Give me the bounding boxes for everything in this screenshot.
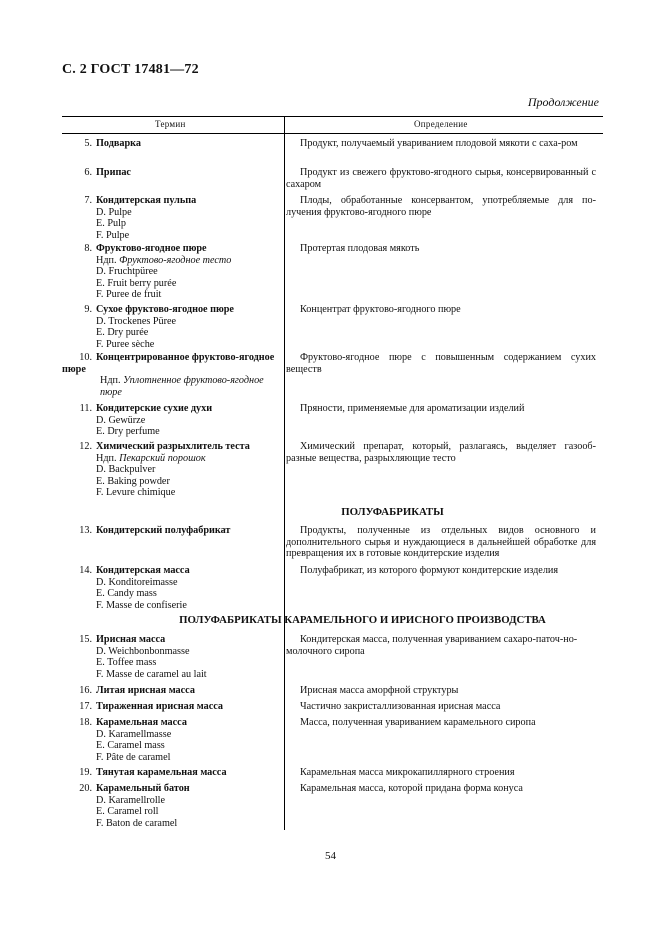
translation-de: D. Trockenes Püree	[96, 315, 177, 327]
term-number: 13.	[79, 525, 92, 536]
term-name: Литая ирисная масса	[96, 685, 195, 696]
translation-fr: F. Pulpe	[96, 229, 130, 241]
section-heading-caramel: ПОЛУФАБРИКАТЫ КАРАМЕЛЬНОГО И ИРИСНОГО ПРОИЗВОДСТВА	[179, 614, 546, 626]
translation-de: D. Backpulver	[96, 464, 156, 476]
section-heading-semifinished: ПОЛУФАБРИКАТЫ	[341, 506, 444, 518]
term-name: Кондитерская масса	[96, 565, 190, 576]
definition-text: Пряности, применяемые для ароматизации изделий	[300, 403, 525, 414]
term-name: Тянутая карамельная масса	[96, 767, 227, 778]
term-entry-7	[62, 195, 280, 241]
definition-text: Концентрат фруктово-ягодного пюре	[300, 304, 461, 315]
term-entry-15	[62, 634, 280, 680]
translation-en: E. Fruit berry purée	[96, 277, 177, 289]
term-number: 15.	[79, 634, 92, 645]
definition-text: Продукт, получаемый увариванием плодовой мякоти с саха-ром	[300, 138, 578, 149]
document-header: С. 2 ГОСТ 17481—72	[62, 62, 199, 77]
definition-13	[286, 525, 596, 560]
term-name: Кондитерская пульпа	[96, 195, 197, 206]
page-number: 54	[325, 850, 336, 862]
term-name: Кондитерские сухие духи	[96, 403, 213, 414]
term-name: Припас	[96, 167, 131, 178]
term-entry-16	[62, 685, 280, 697]
translation-en: E. Dry perfume	[96, 426, 160, 438]
continuation-label: Продолжение	[527, 95, 599, 109]
term-number: 19.	[79, 767, 92, 778]
translation-en: E. Caramel roll	[96, 806, 159, 818]
definition-9	[286, 304, 596, 316]
ndp-label: Ндп.	[96, 254, 117, 266]
translation-fr: F. Baton de caramel	[96, 817, 178, 829]
term-number: 11.	[79, 403, 92, 414]
term-name: Карамельная масса	[96, 717, 187, 728]
ndp-label: Ндп.	[100, 375, 121, 387]
deprecated-term	[62, 255, 280, 267]
term-entry-10	[62, 352, 280, 398]
term-number: 9.	[84, 304, 92, 315]
definition-text: Протертая плодовая мякоть	[300, 243, 420, 254]
column-divider	[284, 116, 285, 830]
term-name: Карамельный батон	[96, 783, 190, 794]
definition-text: Частично закристаллизованная ирисная масса	[300, 701, 501, 712]
definition-text: Кондитерская масса, полученная увариванием сахаро-паточ-но-молочного сиропа	[286, 634, 578, 657]
ndp-text: Уплотненное фруктово-ягодное пюре	[100, 375, 264, 398]
definition-14	[286, 565, 596, 577]
term-number: 12.	[79, 441, 92, 452]
translation-en: E. Candy mass	[96, 588, 157, 600]
term-number: 16.	[79, 685, 92, 696]
definition-10	[286, 352, 596, 375]
translation-fr: F. Levure chimique	[96, 487, 176, 499]
term-number: 8.	[84, 243, 92, 254]
definition-17	[286, 701, 596, 713]
term-name: Кондитерский полуфабрикат	[96, 525, 231, 536]
table-top-rule	[62, 116, 603, 117]
translation-fr: F. Masse de caramel au lait	[96, 668, 207, 680]
term-entry-19	[62, 767, 280, 779]
term-name: Ирисная масса	[96, 634, 166, 645]
term-number: 5.	[84, 138, 92, 149]
term-entry-11	[62, 403, 280, 438]
term-entry-8	[62, 243, 280, 301]
deprecated-term	[62, 375, 280, 398]
term-entry-14	[62, 565, 280, 611]
term-entry-20	[62, 783, 280, 829]
definition-text: Масса, полученная увариванием карамельного сиропа	[300, 717, 536, 728]
definition-20	[286, 783, 596, 795]
term-entry-6	[62, 167, 280, 179]
translation-en: E. Caramel mass	[96, 740, 165, 752]
ndp-text: Пекарский порошок	[119, 452, 206, 464]
definition-12	[286, 441, 596, 464]
definition-16	[286, 685, 596, 697]
definition-6	[286, 167, 596, 190]
definition-text: Фруктово-ягодное пюре с повышенным содержанием сухих веществ	[286, 352, 596, 375]
term-entry-18	[62, 717, 280, 763]
translation-en: E. Baking powder	[96, 475, 170, 487]
term-number: 7.	[84, 195, 92, 206]
definition-18	[286, 717, 596, 729]
translation-fr: F. Masse de confiserie	[96, 599, 187, 611]
translation-de: D. Gewürze	[96, 414, 146, 426]
translation-en: E. Toffee mass	[96, 657, 157, 669]
table-header-rule	[62, 133, 603, 134]
term-number: 17.	[79, 701, 92, 712]
definition-19	[286, 767, 596, 779]
ndp-text: Фруктово-ягодное тесто	[119, 254, 232, 266]
definition-5	[286, 138, 596, 150]
term-entry-17	[62, 701, 280, 713]
term-entry-9	[62, 304, 280, 350]
translation-de: D. Weichbonbonmasse	[96, 645, 190, 657]
term-name: Фруктово-ягодное пюре	[96, 243, 207, 254]
term-name: Сухое фруктово-ягодное пюре	[96, 304, 234, 315]
definition-15	[286, 634, 596, 657]
ndp-label: Ндп.	[96, 452, 117, 464]
column-header-term: Термин	[155, 119, 186, 129]
definition-7	[286, 195, 596, 218]
translation-de: D. Konditoreimasse	[96, 576, 178, 588]
term-name: Тираженная ирисная масса	[96, 701, 224, 712]
translation-de: D. Karamellmasse	[96, 728, 172, 740]
term-name: Подварка	[96, 138, 141, 149]
translation-en: E. Dry purée	[96, 327, 149, 339]
term-entry-13	[62, 525, 280, 537]
term-entry-5	[62, 138, 280, 150]
term-number: 18.	[79, 717, 92, 728]
definition-text: Карамельная масса, которой придана форма конуса	[300, 783, 523, 794]
translation-en: E. Pulp	[96, 218, 127, 230]
translation-fr: F. Puree sèche	[96, 338, 155, 350]
definition-text: Химический препарат, который, разлагаясь, выделяет газооб-разные вещества, разрыхляющие тесто	[286, 441, 596, 464]
term-name: Химический разрыхлитель теста	[96, 441, 250, 452]
translation-fr: F. Puree de fruit	[96, 289, 162, 301]
definition-11	[286, 403, 596, 415]
term-number: 14.	[79, 565, 92, 576]
definition-text: Продукты, полученные из отдельных видов основного и дополнительного сырья и нуждающиеся в дальнейшей обработке для превращения их в готовые кондитерские изделия	[286, 525, 596, 560]
term-name: Концентрированное фруктово-ягодное пюре	[62, 352, 275, 375]
term-number: 6.	[84, 167, 92, 178]
translation-de: D. Karamellrolle	[96, 794, 166, 806]
definition-text: Продукт из свежего фруктово-ягодного сырья, консервированный с сахаром	[286, 167, 596, 190]
term-number: 20.	[79, 783, 92, 794]
term-entry-12	[62, 441, 280, 499]
translation-de: D. Fruchtpüree	[96, 266, 158, 278]
definition-text: Ирисная масса аморфной структуры	[300, 685, 459, 696]
definition-text: Плоды, обработанные консервантом, употребляемые для по-лучения фруктово-ягодного пюре	[286, 195, 596, 218]
deprecated-term	[62, 453, 280, 465]
definition-text: Карамельная масса микрокапиллярного строения	[300, 767, 515, 778]
definition-8	[286, 243, 596, 255]
term-number: 10.	[79, 352, 92, 363]
column-header-definition: Определение	[414, 119, 468, 129]
translation-de: D. Pulpe	[96, 206, 132, 218]
definition-text: Полуфабрикат, из которого формуют кондитерские изделия	[300, 565, 559, 576]
translation-fr: F. Pâte de caramel	[96, 751, 171, 763]
